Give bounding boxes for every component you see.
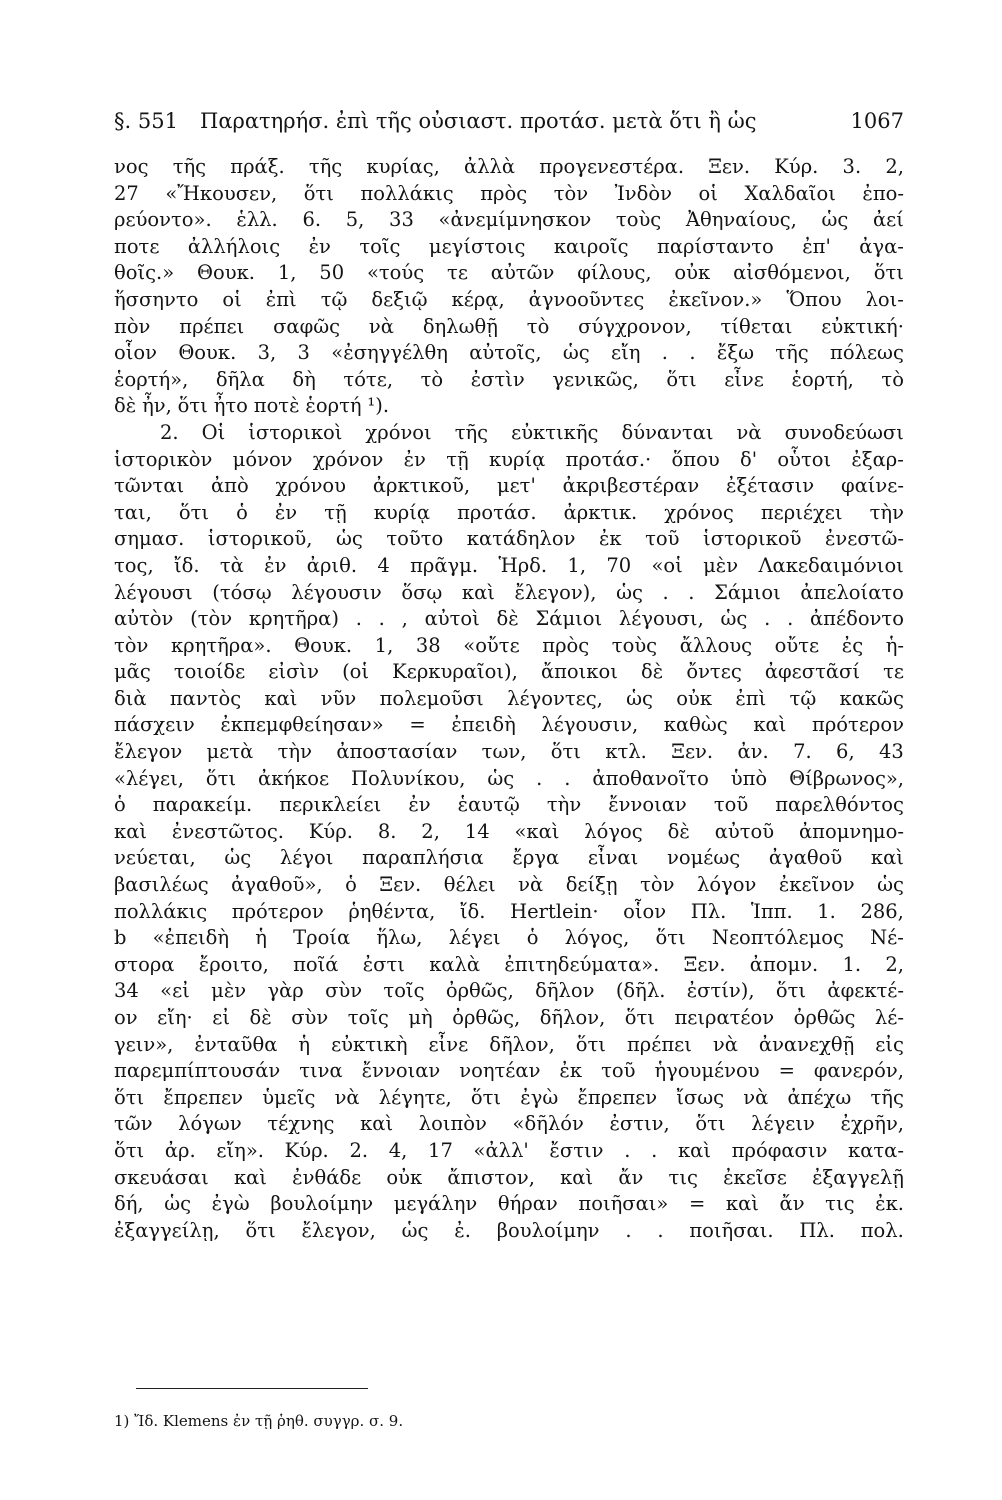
running-header xyxy=(114,104,904,138)
text-line: λέγουσι (τόσῳ λέγουσιν ὅσῳ καὶ ἔλεγον), ὡς . . Σάμιοι ἀπελοίατο xyxy=(114,580,904,604)
footnote-divider xyxy=(136,1388,368,1389)
text-line: τῶνται ἀπὸ χρόνου ἀρκτικοῦ, μετ' ἀκριβεστέραν ἐξέτασιν φαίνε- xyxy=(114,474,904,498)
text-line: ὁ παρακείμ. περικλείει ἐν ἑαυτῷ τὴν ἔννοιαν τοῦ παρελθόντος xyxy=(114,793,904,817)
text-line: γειν», ἐνταῦθα ἡ εὐκτικὴ εἶνε δῆλον, ὅτι πρέπει νὰ ἀνανεχθῇ εἰς xyxy=(114,1032,904,1056)
text-line: «λέγει, ὅτι ἀκήκοε Πολυνίκου, ὡς . . ἀποθανοῖτο ὑπὸ Θίβρωνος», xyxy=(114,766,904,790)
text-line: σημασ. ἱστορικοῦ, ὡς τοῦτο κατάδηλον ἐκ τοῦ ἱστορικοῦ ἐνεστῶ- xyxy=(114,527,904,551)
text-line: δή, ὡς ἐγὼ βουλοίμην μεγάλην θήραν ποιῆσαι» = καὶ ἄν τις ἐκ. xyxy=(114,1192,904,1216)
text-line: ὅτι ἀρ. εἴη». Κύρ. 2. 4, 17 «ἀλλ' ἔστιν . . καὶ πρόφασιν κατα- xyxy=(114,1138,904,1162)
text-line: αὐτὸν (τὸν κρητῆρα) . . , αὐτοὶ δὲ Σάμιοι λέγουσι, ὡς . . ἀπέδοντο xyxy=(114,607,904,631)
footnote: 1) Ἴδ. Klemens ἐν τῇ ῥηθ. συγγρ. σ. 9. xyxy=(114,1412,404,1430)
text-line: 27 «Ἤκουσεν, ὅτι πολλάκις πρὸς τὸν Ἰνδὸν οἱ Χαλδαῖοι ἐπο- xyxy=(114,181,904,205)
text-line: πολλάκις πρότερον ῥηθέντα, ἴδ. Hertlein· οἷον Πλ. Ἱππ. 1. 286, xyxy=(114,899,904,923)
text-line: ἔλεγον μετὰ τὴν ἀποστασίαν των, ὅτι κτλ. Ξεν. ἀν. 7. 6, 43 xyxy=(114,740,904,764)
text-line: νεύεται, ὡς λέγοι παραπλήσια ἔργα εἶναι νομέως ἀγαθοῦ καὶ xyxy=(114,846,904,870)
text-line: ον εἴη· εἰ δὲ σὺν τοῖς μὴ ὀρθῶς, δῆλον, ὅτι πειρατέον ὀρθῶς λέ- xyxy=(114,1006,904,1029)
text-line: ποτε ἀλλήλοις ἐν τοῖς μεγίστοις καιροῖς παρίσταντο ἐπ' ἀγα- xyxy=(114,234,904,258)
text-line: τῶν λόγων τέχνης καὶ λοιπὸν «δῆλόν ἐστιν, ὅτι λέγειν ἐχρῆν, xyxy=(114,1112,904,1136)
text-line: θοῖς.» Θουκ. 1, 50 «τούς τε αὐτῶν φίλους, οὐκ αἰσθόμενοι, ὅτι xyxy=(114,261,904,285)
text-line: τὸν κρητῆρα». Θουκ. 1, 38 «οὔτε πρὸς τοὺς ἄλλους οὔτε ἐς ἡ- xyxy=(114,633,904,657)
text-line: πάσχειν ἐκπεμφθείησαν» = ἐπειδὴ λέγουσιν, καθὼς καὶ πρότερον xyxy=(114,713,904,737)
page-number: 1067 xyxy=(850,109,904,133)
text-line: σκευάσαι καὶ ἐνθάδε οὐκ ἄπιστον, καὶ ἄν τις ἐκεῖσε ἐξαγγελῇ xyxy=(114,1165,904,1189)
text-line: βασιλέως ἀγαθοῦ», ὁ Ξεν. θέλει νὰ δείξῃ τὸν λόγον ἐκεῖνον ὡς xyxy=(114,873,904,897)
text-line: b «ἐπειδὴ ἡ Τροία ἥλω, λέγει ὁ λόγος, ὅτι Νεοπτόλεμος Νέ- xyxy=(114,926,904,950)
text-line: οἷον Θουκ. 3, 3 «ἐσηγγέλθη αὐτοῖς, ὡς εἴη . . ἔξω τῆς πόλεως xyxy=(114,341,904,365)
text-line: ται, ὅτι ὁ ἐν τῇ κυρίᾳ προτάσ. ἀρκτικ. χρόνος περιέχει τὴν xyxy=(114,500,904,524)
text-line: πὸν πρέπει σαφῶς νὰ δηλωθῇ τὸ σύγχρονον, τίθεται εὐκτική· xyxy=(114,314,904,338)
text-line: ρεύοντο». ἑλλ. 6. 5, 33 «ἀνεμίμνησκον τοὺς Ἀθηναίους, ὡς ἀεί xyxy=(114,208,904,232)
text-line: 34 «εἰ μὲν γὰρ σὺν τοῖς ὀρθῶς, δῆλον (δῆλ. ἐστίν), ὅτι ἀφεκτέ- xyxy=(114,979,904,1003)
body-text xyxy=(114,154,904,1244)
text-line: ἥσσηντο οἱ ἐπὶ τῷ δεξιῷ κέρᾳ, ἀγνοοῦντες ἐκεῖνον.» Ὅπου λοι- xyxy=(114,287,904,311)
text-line: δὲ ἦν, ὅτι ἦτο ποτὲ ἑορτή ¹). xyxy=(114,394,390,418)
text-line: τος, ἴδ. τὰ ἐν ἀριθ. 4 πρᾶγμ. Ἡρδ. 1, 70 «οἱ μὲν Λακεδαιμόνιοι xyxy=(114,553,904,577)
text-line: παρεμπίπτουσάν τινα ἔννοιαν νοητέαν ἐκ τοῦ ἡγουμένου = φανερόν, xyxy=(114,1059,904,1083)
text-line: ἑορτή», δῆλα δὴ τότε, τὸ ἐστὶν γενικῶς, ὅτι εἶνε ἑορτή, τὸ xyxy=(114,367,904,391)
text-line: νος τῆς πράξ. τῆς κυρίας, ἀλλὰ προγενεστέρα. Ξεν. Κύρ. 3. 2, xyxy=(114,155,904,178)
text-line: ὅτι ἔπρεπεν ὑμεῖς νὰ λέγητε, ὅτι ἐγὼ ἔπρεπεν ἴσως νὰ ἀπέχω τῆς xyxy=(114,1085,904,1109)
text-line: μᾶς τοιοίδε εἰσὶν (οἱ Κερκυραῖοι), ἄποικοι δὲ ὄντες ἀφεστᾶσί τε xyxy=(114,660,904,684)
text-line: ἱστορικὸν μόνον χρόνον ἐν τῇ κυρίᾳ προτάσ.· ὅπου δ' οὗτοι ἐξαρ- xyxy=(114,447,904,471)
running-title: Παρατηρήσ. ἐπὶ τῆς οὐσιαστ. προτάσ. μετὰ ὅτι ἢ ὡς xyxy=(200,109,757,133)
text-line: στορα ἔροιτο, ποῖά ἐστι καλὰ ἐπιτηδεύματα». Ξεν. ἀπομν. 1. 2, xyxy=(114,952,904,976)
text-line: 2. Οἱ ἱστορικοὶ χρόνοι τῆς εὐκτικῆς δύνανται νὰ συνοδεύωσι xyxy=(160,420,904,444)
text-line: ἐξαγγείλῃ, ὅτι ἔλεγον, ὡς ἐ. βουλοίμην . . ποιῆσαι. Πλ. πολ. xyxy=(114,1218,904,1242)
text-line: καὶ ἐνεστῶτος. Κύρ. 8. 2, 14 «καὶ λόγος δὲ αὐτοῦ ἀπομνημο- xyxy=(114,819,904,843)
section-number: §. 551 xyxy=(114,109,178,133)
text-line: διὰ παντὸς καὶ νῦν πολεμοῦσι λέγοντες, ὡς οὐκ ἐπὶ τῷ κακῶς xyxy=(114,686,904,710)
